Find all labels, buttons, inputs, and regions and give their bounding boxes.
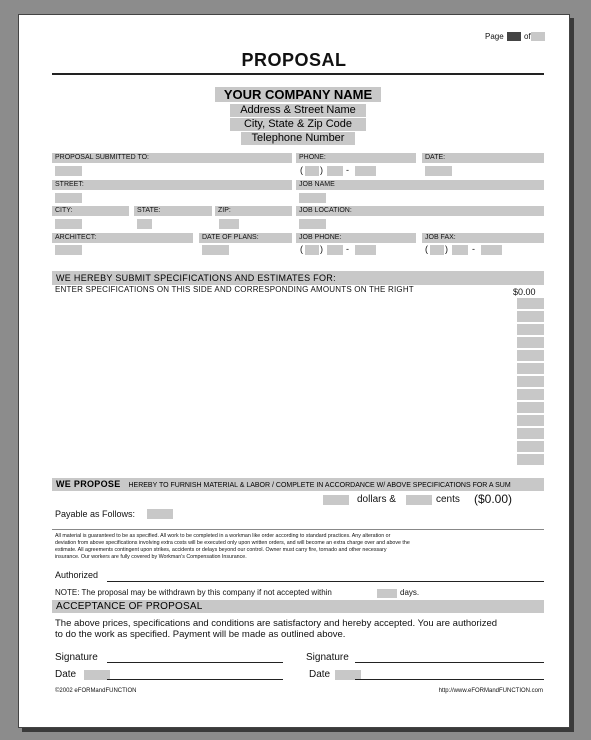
amount-field[interactable] [517,402,544,413]
zip-label: ZIP: [215,206,292,216]
payable-label: Payable as Follows: [55,509,136,519]
specifications-heading: WE HEREBY SUBMIT SPECIFICATIONS AND ESTIMATES FOR: [52,271,544,285]
note-days-field[interactable] [377,589,397,598]
specifications-textarea[interactable] [55,297,514,479]
terms-line-2: deviation from above specifications involving extra costs will be executed only upon written orders, and will become an extra charge over and above the [55,540,410,546]
zip-field[interactable] [219,219,239,229]
amount-field[interactable] [517,350,544,361]
of-label: of [524,32,531,41]
amount-field[interactable] [517,415,544,426]
job-fax-line-field[interactable] [481,245,502,255]
cents-label: cents [436,494,460,505]
job-location-label: JOB LOCATION: [296,206,544,216]
title-rule [52,73,544,75]
amount-field[interactable] [517,454,544,465]
phone-area-field[interactable] [305,166,319,176]
dollars-field[interactable] [323,495,349,505]
amount-field[interactable] [517,441,544,452]
terms-line-1: All material is guaranteed to be as specified. All work to be completed in a workman like order according to standard practices. Any alteration or [55,533,391,539]
proposal-form-page [18,14,570,728]
amount-field[interactable] [517,376,544,387]
date-field[interactable] [425,166,452,176]
job-phone-area-field[interactable] [305,245,319,255]
acceptance-heading: ACCEPTANCE OF PROPOSAL [52,600,544,613]
amount-field[interactable] [517,363,544,374]
job-fax-prefix-field[interactable] [452,245,468,255]
company-name-field[interactable]: YOUR COMPANY NAME [215,87,381,102]
job-fax-paren-close: ) [445,244,448,254]
job-phone-paren-open: ( [300,244,303,254]
date-of-plans-field[interactable] [202,245,229,255]
acceptance-line-2: to do the work as specified. Payment will be made as outlined above. [55,629,346,640]
state-label: STATE: [134,206,212,216]
job-fax-dash: - [472,244,475,254]
company-phone-field[interactable]: Telephone Number [241,132,355,145]
amount-field[interactable] [517,337,544,348]
terms-line-3: estimate. All agreements contingent upon strikes, accidents or delays beyond our control. Owner must carry fire, tornado and other necessary [55,547,387,553]
submitted-to-field[interactable] [55,166,82,176]
phone-line-field[interactable] [355,166,376,176]
amount-field[interactable] [517,428,544,439]
job-phone-label: JOB PHONE: [296,233,416,243]
signature-line-left[interactable] [107,662,283,663]
we-propose-bold: WE PROPOSE [56,479,121,489]
date-label-right: Date [309,669,331,680]
job-phone-line-field[interactable] [355,245,376,255]
company-address-field[interactable]: Address & Street Name [230,104,366,117]
street-label: STREET: [52,180,292,190]
date-line-left [107,679,283,680]
we-propose-text: HEREBY TO FURNISH MATERIAL & LABOR / COMPLETE IN ACCORDANCE W/ ABOVE SPECIFICATIONS FOR A SUM [128,482,511,489]
amount-field[interactable] [517,389,544,400]
state-field[interactable] [137,219,152,229]
date-label-left: Date [55,669,77,680]
job-phone-dash: - [346,244,349,254]
amount-field[interactable] [517,324,544,335]
job-fax-area-field[interactable] [430,245,444,255]
authorized-label: Authorized [55,570,99,580]
terms-divider [52,529,544,530]
job-name-field[interactable] [299,193,326,203]
total-amount: ($0.00) [474,492,513,506]
job-phone-paren-close: ) [320,244,323,254]
note-days-label: days. [400,588,420,597]
company-city-field[interactable]: City, State & Zip Code [230,118,366,131]
signature-label-right: Signature [306,652,349,663]
we-propose-bar [52,478,544,491]
submitted-to-label: PROPOSAL SUBMITTED TO: [52,153,292,163]
phone-label: PHONE: [296,153,416,163]
page-total-field[interactable] [531,32,545,41]
job-phone-prefix-field[interactable] [327,245,343,255]
signature-label-left: Signature [55,652,98,663]
job-name-label: JOB NAME [296,180,544,190]
payable-field[interactable] [147,509,173,519]
city-field[interactable] [55,219,82,229]
footer-url[interactable]: http://www.eFORMandFUNCTION.com [438,688,543,694]
phone-prefix-field[interactable] [327,166,343,176]
date-line-right [355,679,544,680]
city-label: CITY: [52,206,129,216]
date-label: DATE: [422,153,544,163]
authorized-signature-line[interactable] [107,581,544,582]
job-fax-paren-open: ( [425,244,428,254]
page-number-field[interactable] [507,32,521,41]
page-title: PROPOSAL [241,50,347,70]
specifications-instruction: ENTER SPECIFICATIONS ON THIS SIDE AND CORRESPONDING AMOUNTS ON THE RIGHT [55,285,414,294]
terms-line-4: insurance. Our workers are fully covered by Workman's Compensation Insurance. [55,554,247,560]
amount-first-value: $0.00 [513,287,536,297]
job-location-field[interactable] [299,219,326,229]
phone-dash: - [346,165,349,175]
cents-field[interactable] [406,495,432,505]
date-of-plans-label: DATE OF PLANS: [199,233,292,243]
architect-field[interactable] [55,245,82,255]
architect-label: ARCHITECT: [52,233,193,243]
phone-paren-open: ( [300,165,303,175]
note-text: NOTE: The proposal may be withdrawn by this company if not accepted within [55,588,332,597]
signature-line-right[interactable] [355,662,544,663]
page-label: Page [485,32,504,41]
street-field[interactable] [55,193,82,203]
amount-field[interactable] [517,298,544,309]
footer-copyright: ©2002 eFORMandFUNCTION [55,688,137,694]
amount-field[interactable] [517,311,544,322]
job-fax-label: JOB FAX: [422,233,544,243]
dollars-label: dollars & [357,494,396,505]
acceptance-line-1: The above prices, specifications and conditions are satisfactory and hereby accepted. You are authorized [55,618,498,629]
phone-paren-close: ) [320,165,323,175]
amount-column [517,298,544,467]
